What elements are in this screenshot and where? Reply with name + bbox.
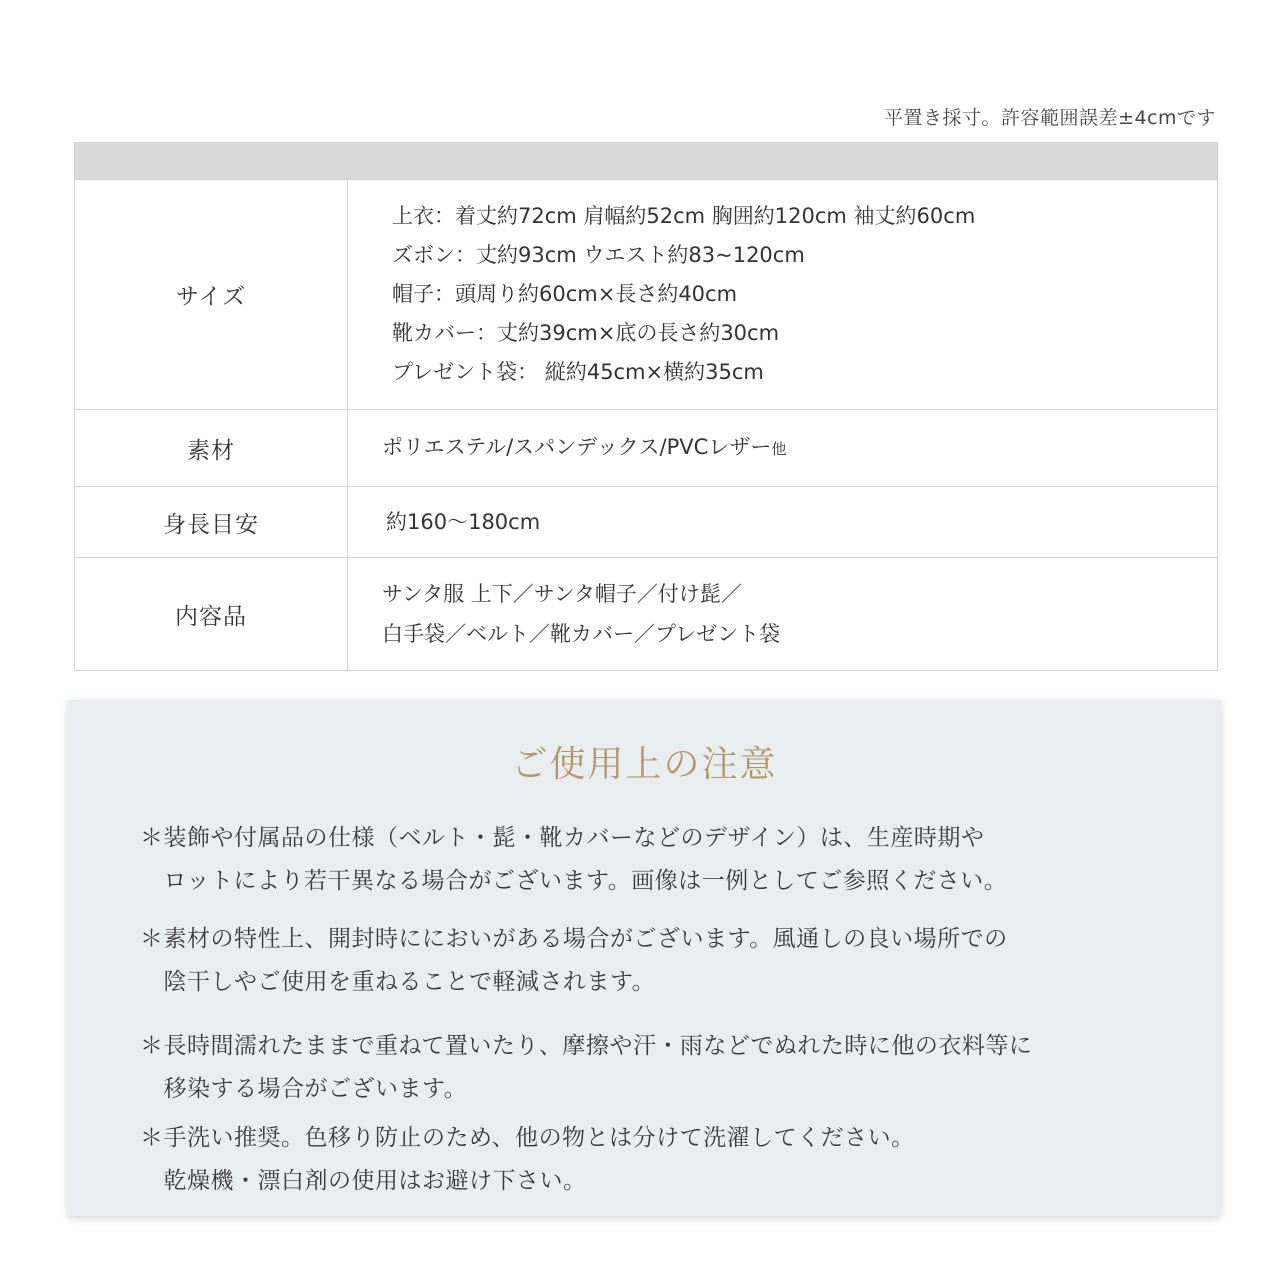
caution-panel [68,700,1221,1216]
caution-item-color-transfer [140,1025,1032,1111]
contents-line-2: 白手袋／ベルト／靴カバー／プレゼント袋 [382,622,781,646]
table-row-height-guide [75,486,1217,557]
height-guide-text: 約160～180cm [386,509,541,534]
size-line-present-bag: プレゼント袋： 縦約45cm×横約35cm [392,360,764,384]
size-line-hat: 帽子：頭周り約60cm×長さ約40cm [392,282,738,306]
caution-item-line: ロットにより若干異なる場合がございます。画像は一例としてご参照ください。 [140,868,1008,894]
size-line-pants: ズボン：丈約93cm ウエスト約83~120cm [392,243,805,267]
caution-item-line: ＊装飾や付属品の仕様（ベルト・髭・靴カバーなどのデザイン）は、生産時期や [140,825,985,851]
size-line-top: 上衣：着丈約72cm 肩幅約52cm 胸囲約120cm 袖丈約60cm [392,204,976,228]
size-label: サイズ [75,180,348,409]
caution-item-specs [140,817,1007,903]
caution-item-line: ＊素材の特性上、開封時ににおいがある場合がございます。風通しの良い場所での [140,926,1008,952]
size-line-boot-cover: 靴カバー：丈約39cm×底の長さ約30cm [392,321,780,345]
caution-item-washing [140,1117,915,1203]
measurement-note: 平置き採寸。許容範囲誤差±4cmです [884,107,1216,129]
caution-item-line: 陰干しやご使用を重ねることで軽減されます。 [140,969,656,995]
contents-line-1: サンタ服 上下／サンタ帽子／付け髭／ [382,582,742,606]
caution-title: ご使用上の注意 [511,744,778,785]
spec-table [74,142,1218,671]
material-text: ポリエステル/スパンデックス/PVCレザー [382,434,772,459]
material-value [348,410,1217,486]
contents-value [348,558,1217,670]
spec-table-header [75,143,1217,179]
caution-item-line: 移染する場合がございます。 [140,1076,468,1102]
size-value [348,180,1217,409]
caution-item-odor [140,918,1008,1004]
height-guide-value [348,487,1217,557]
table-row-material [75,409,1217,486]
table-row-contents [75,557,1217,670]
height-guide-label: 身長目安 [75,487,348,557]
contents-label: 内容品 [75,558,348,670]
table-row-size [75,179,1217,409]
caution-item-line: 乾燥機・漂白剤の使用はお避け下さい。 [140,1168,587,1194]
caution-item-line: ＊手洗い推奨。色移り防止のため、他の物とは分けて洗濯してください。 [140,1125,915,1151]
material-suffix: 他 [771,439,787,458]
material-label: 素材 [75,410,348,486]
caution-item-line: ＊長時間濡れたままで重ねて置いたり、摩擦や汗・雨などでぬれた時に他の衣料等に [140,1033,1033,1059]
